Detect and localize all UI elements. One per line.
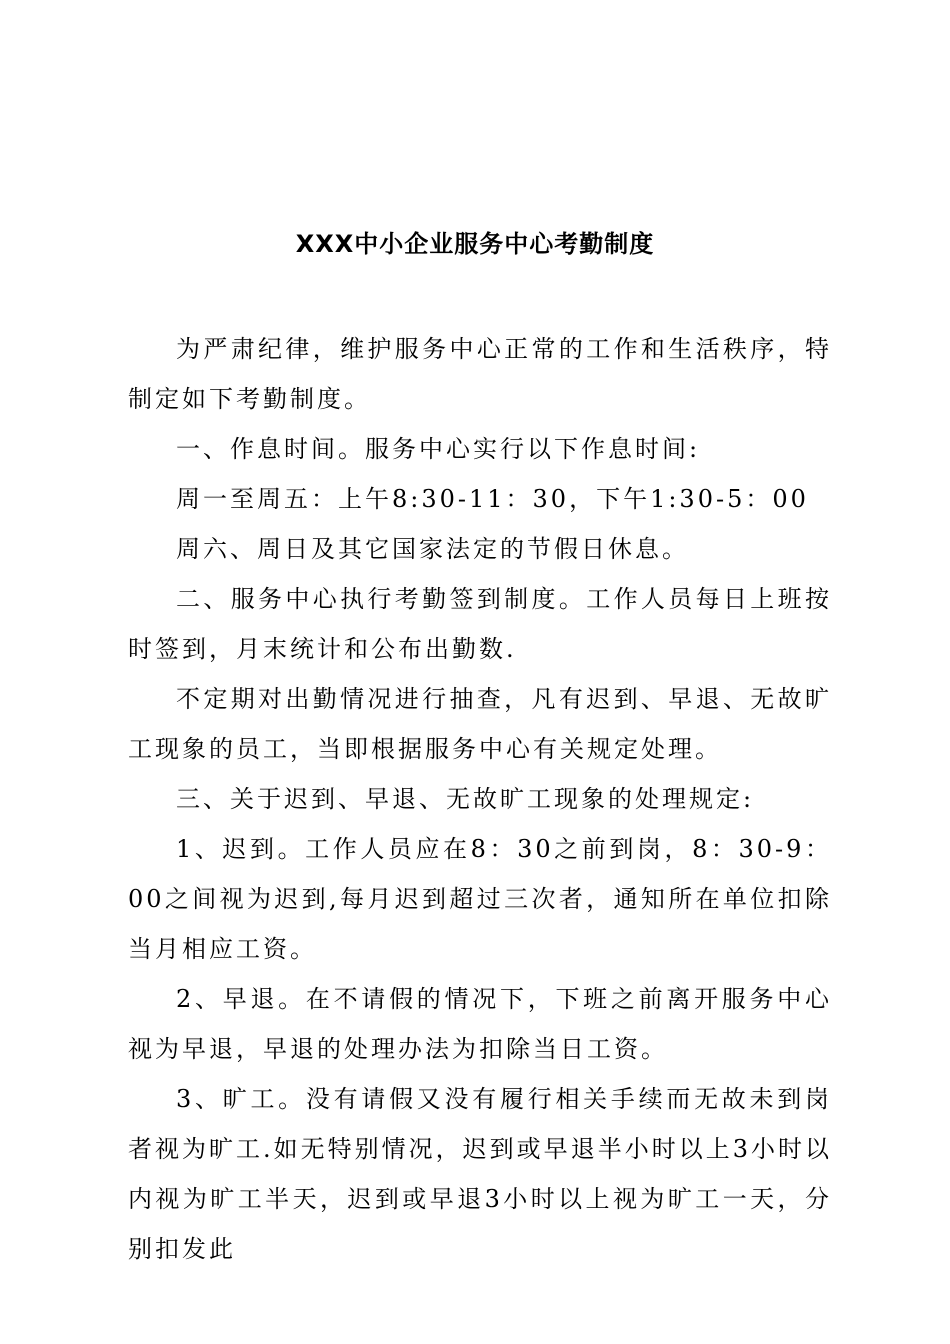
paragraph-spot-check: 不定期对出勤情况进行抽查，凡有迟到、早退、无故旷工现象的员工，当即根据服务中心有关规定处理。 bbox=[128, 685, 832, 763]
paragraph-late-arrival: 1、迟到。工作人员应在8：30之前到岗，8：30-9：00之间视为迟到,每月迟到超过三次者，通知所在单位扣除当月相应工资。 bbox=[128, 835, 832, 963]
paragraph-intro: 为严肃纪律，维护服务中心正常的工作和生活秩序，特制定如下考勤制度。 bbox=[128, 335, 832, 413]
document-body bbox=[128, 324, 832, 1274]
paragraph-section-1-heading: 一、作息时间。服务中心实行以下作息时间: bbox=[176, 435, 701, 463]
paragraph-early-leave: 2、早退。在不请假的情况下，下班之前离开服务中心视为早退，早退的处理办法为扣除当日工资。 bbox=[128, 985, 832, 1063]
paragraph-weekday-hours: 周一至周五：上午8:30-11：30，下午1:30-5：00 bbox=[176, 485, 809, 513]
document-title: XXX中小企业服务中心考勤制度 bbox=[295, 230, 655, 258]
paragraph-absenteeism: 3、旷工。没有请假又没有履行相关手续而无故未到岗者视为旷工.如无特别情况，迟到或早退半小时以上3小时以内视为旷工半天，迟到或早退3小时以上视为旷工一天，分别扣发此 bbox=[128, 1085, 832, 1263]
paragraph-section-2: 二、服务中心执行考勤签到制度。工作人员每日上班按时签到，月末统计和公布出勤数. bbox=[128, 585, 832, 663]
paragraph-section-3-heading: 三、关于迟到、早退、无故旷工现象的处理规定: bbox=[176, 785, 755, 813]
paragraph-weekend-rest: 周六、周日及其它国家法定的节假日休息。 bbox=[176, 535, 689, 563]
